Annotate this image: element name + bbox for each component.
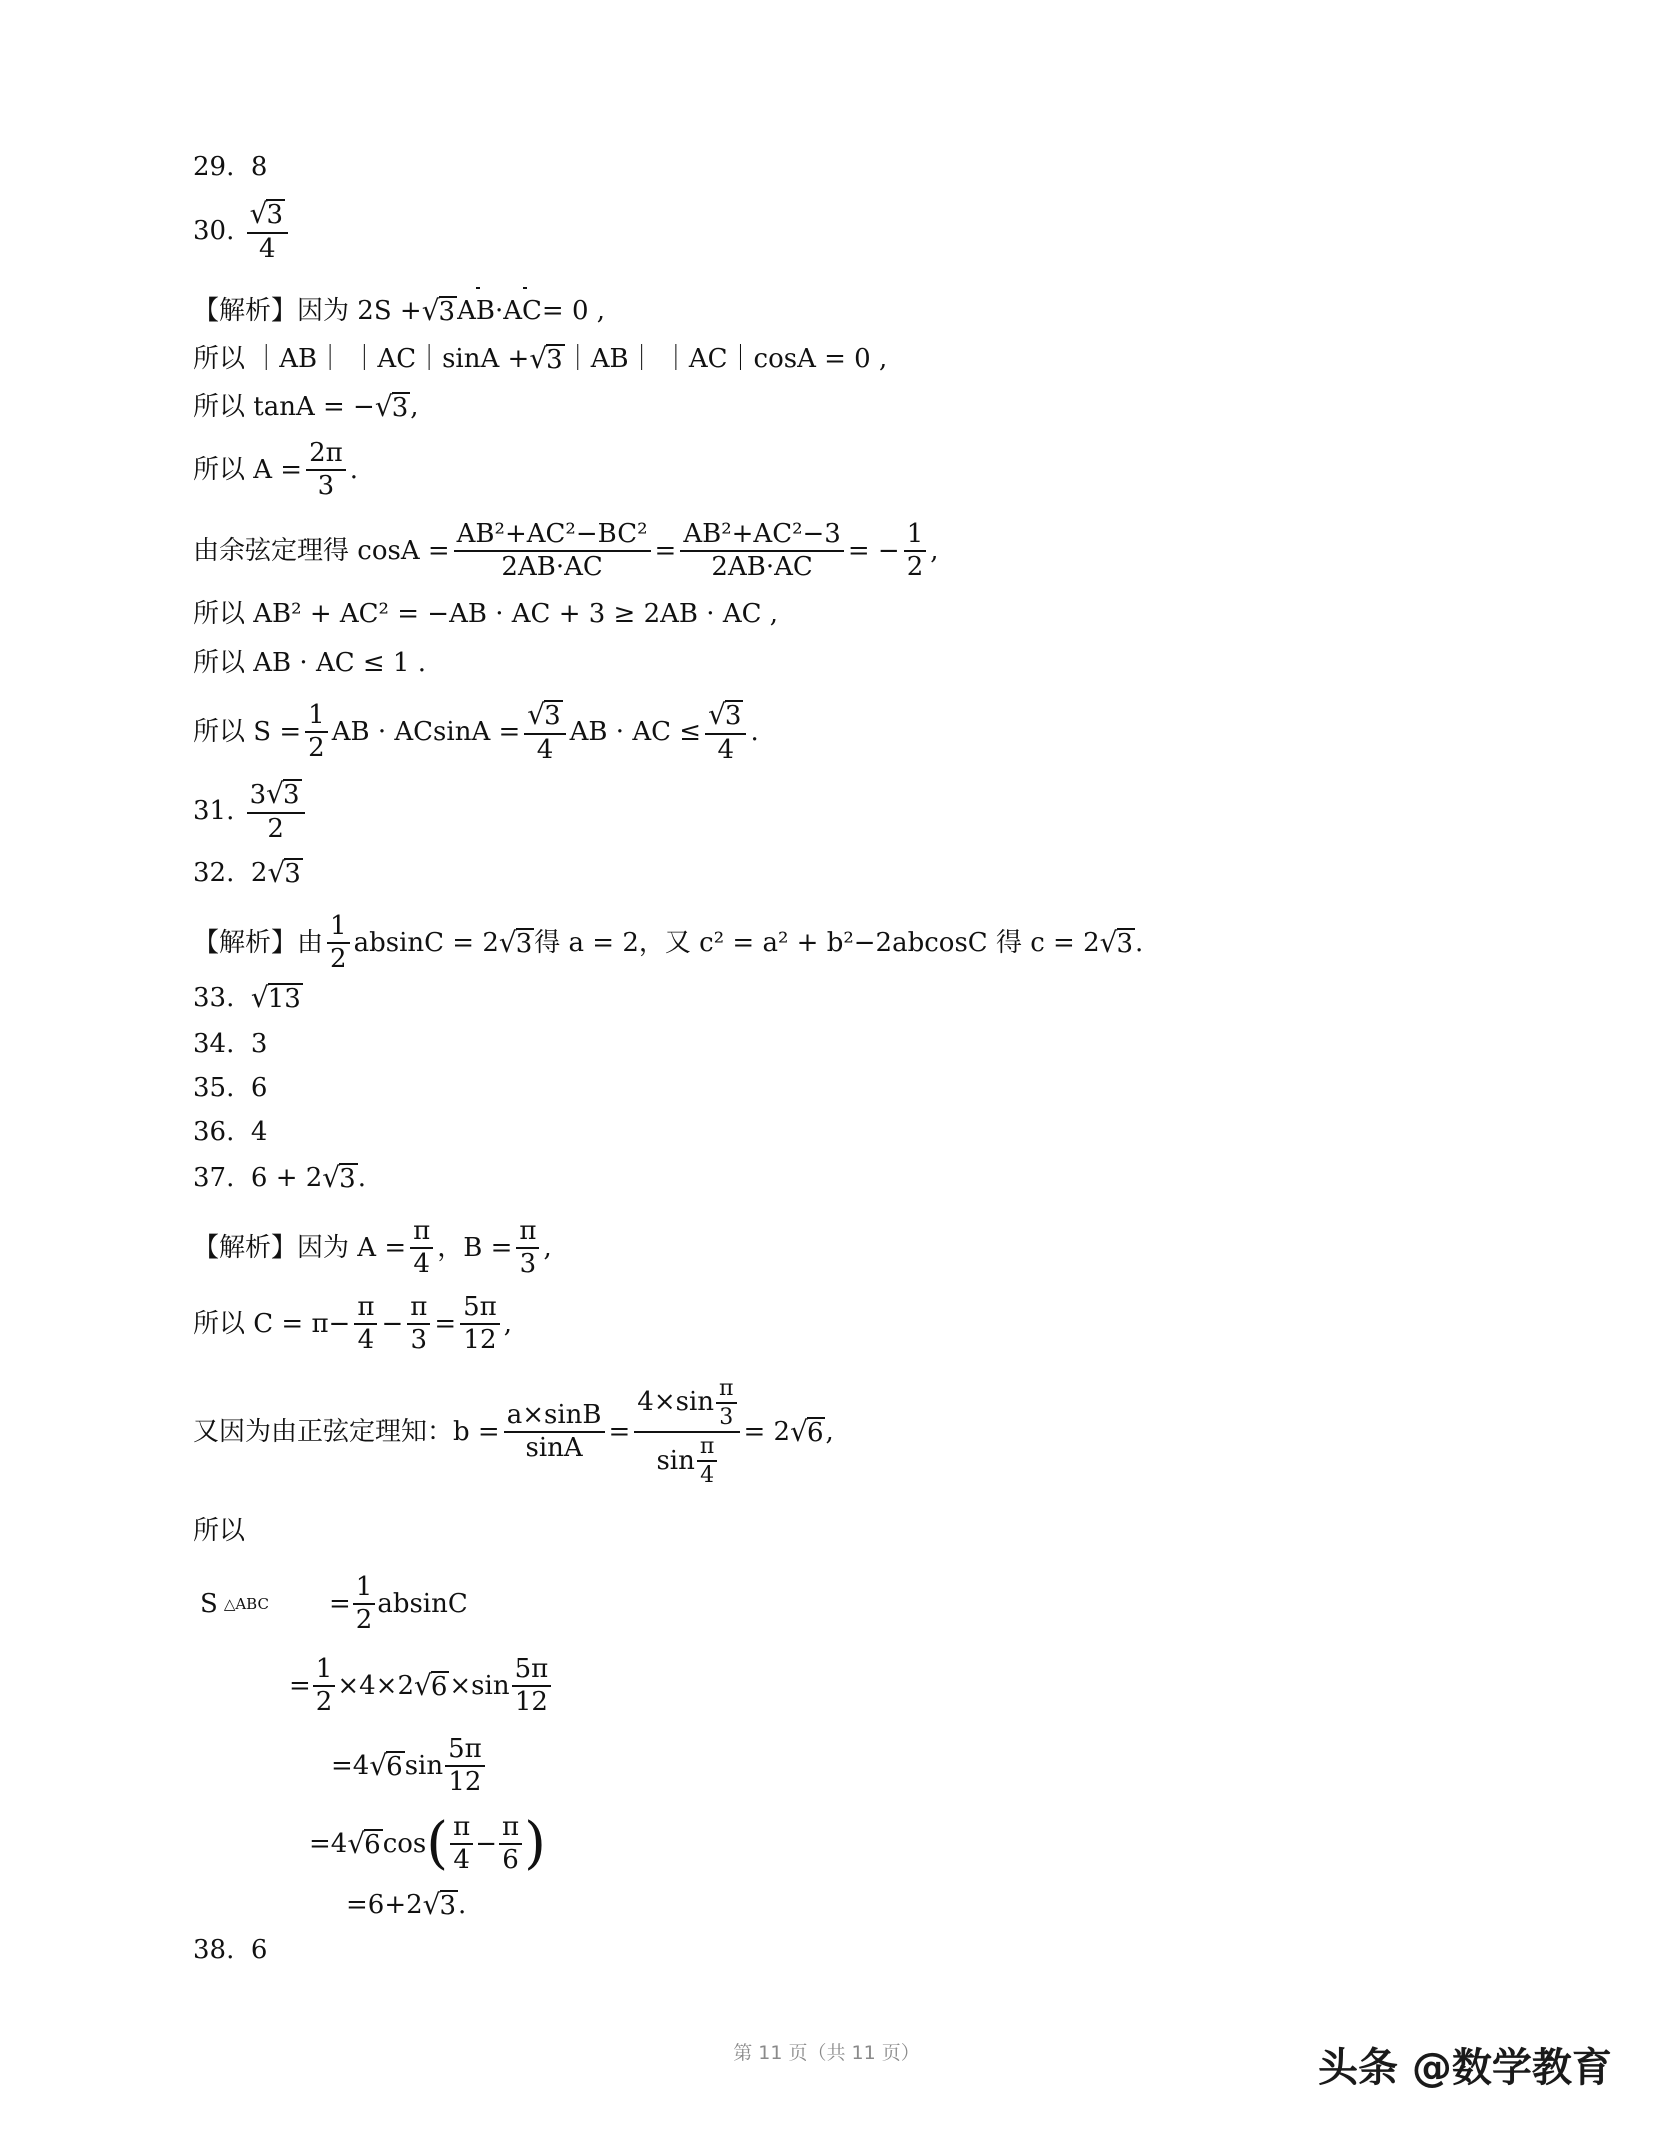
- fraction: $\frac{\pi}{4}$: [354, 1294, 377, 1355]
- fraction: 5π 12: [445, 1736, 485, 1797]
- answer-number: 34.: [193, 1029, 235, 1059]
- solution-30-line-1: 【解析】 因为 2S + √ 3 AB · AC = 0 ,: [193, 294, 606, 328]
- fraction: 3√3 2: [247, 779, 305, 843]
- fraction: $\frac{\pi}{6}$: [499, 1814, 522, 1875]
- page-footer: 第 11 页（共 11 页）: [733, 2042, 920, 2064]
- fraction: $\frac{5\pi}{12}$: [460, 1294, 500, 1355]
- solution-30-line-6: 所以 AB² + AC² = −AB · AC + 3 ≥ 2AB · AC ,: [193, 599, 779, 629]
- solution-37-line-2: 所以 C = π− $\frac{\pi}{4}$ − $\frac{\pi}{3}$ = $\frac{5\pi}{12}$ ,: [193, 1292, 513, 1356]
- area-step-2: = $\frac{1}{2}$ ×4×2 √ 6 ×sin 5π 12: [289, 1656, 553, 1717]
- area-step-5: =6+2 √ 3 .: [346, 1888, 467, 1922]
- compound-fraction: 4×sin π 3 sin π 4: [634, 1377, 739, 1487]
- solution-37-line-3: 又因为由正弦定理知：b = $\frac{a\times\sin B}{\sin A}$ = 4×sin π 3 sin π 4 = 2 √ 6 ,: [193, 1376, 834, 1489]
- fraction: $\frac{\pi}{4}$: [410, 1218, 433, 1279]
- fraction: $\frac{\text{AB²+AC²−3}}{2AB\cdot AC}$: [680, 521, 844, 582]
- solution-30-line-3: 所以 tanA = − √ 3 ,: [193, 390, 419, 424]
- answer-32: 32. 2 √ 3: [193, 856, 301, 890]
- fraction: $\frac{1}{2}$: [313, 1656, 336, 1717]
- fraction: $\frac{a\times\sin B}{\sin A}$: [504, 1402, 605, 1463]
- answer-value: 8: [250, 152, 268, 182]
- answer-38: 38. 6: [193, 1935, 268, 1965]
- solution-30-line-7: 所以 AB · AC ≤ 1 .: [193, 648, 426, 678]
- solution-30-line-5: 由余弦定理得 cosA = $\frac{\text{AB²+AC²−BC²}}{2AB\cdot AC}$ = $\frac{\text{AB²+AC²−3}}{2AB\cdot AC}$ = − $\frac{1}{2}$ ,: [193, 519, 939, 583]
- fraction: $\frac{\pi}{3}$: [516, 1218, 539, 1279]
- answer-number: 37.: [193, 1163, 235, 1194]
- fraction: $\frac{√3}{4}$: [705, 700, 746, 764]
- answer-number: 30.: [193, 215, 235, 246]
- fraction: 5π 12: [512, 1656, 552, 1717]
- fraction: $\frac{√3}{4}$: [524, 700, 565, 764]
- solution-30-line-2: 所以 ｜AB｜ ｜AC｜sinA + √ 3 ｜AB｜ ｜AC｜cosA = 0 ,: [193, 342, 888, 376]
- answer-29: [193, 154, 267, 180]
- analysis-tag: 【解析】: [193, 928, 298, 959]
- fraction: $\frac{1}{2}$: [353, 1574, 376, 1635]
- solution-30-line-8: 所以 S = $\frac{1}{2}$ AB · ACsinA = $\frac{√3}{4}$ AB · AC ≤ $\frac{√3}{4}$ .: [193, 698, 759, 765]
- fraction: √3 4: [247, 199, 288, 263]
- solution-37-line-4: 所以: [193, 1516, 246, 1546]
- solution-32: 【解析】 由 1 2 absinC = 2 √ 3 得 a = 2，又 c² = a² + b²−2abcosC 得 c = 2 √ 3 .: [193, 911, 1144, 975]
- answer-33: 33. √ 13: [193, 981, 301, 1015]
- solution-37-line-1: 【解析】 因为 A = $\frac{\pi}{4}$ ，B = $\frac{\pi}{3}$ ,: [193, 1216, 552, 1280]
- solution-30-line-4: 所以 A = $\frac{2\pi}{3}$ .: [193, 438, 358, 502]
- fraction: $\frac{1}{2}$: [904, 521, 927, 582]
- answer-36: 36. 4: [193, 1117, 268, 1147]
- answer-number: 35.: [193, 1073, 235, 1103]
- fraction: $\frac{2\pi}{3}$: [306, 440, 346, 501]
- answer-37: 37. 6 + 2 √ 3 .: [193, 1161, 366, 1195]
- answer-number: 36.: [193, 1117, 235, 1147]
- fraction: $\frac{1}{2}$: [305, 702, 328, 763]
- fraction: $\frac{\text{AB²+AC²−BC²}}{2AB\cdot AC}$: [454, 521, 651, 582]
- answer-35: 35. 6: [193, 1073, 268, 1103]
- answer-number: 32.: [193, 858, 235, 889]
- fraction: 1 2: [327, 913, 350, 974]
- area-step-1: S △ABC = $\frac{1}{2}$ absinC: [200, 1572, 468, 1636]
- fraction: $\frac{\pi}{3}$: [407, 1294, 430, 1355]
- analysis-tag: 【解析】: [193, 1233, 298, 1264]
- watermark: 头条 @数学教育: [1318, 2045, 1612, 2091]
- fraction: π 4: [450, 1814, 473, 1875]
- analysis-tag: 【解析】: [193, 296, 298, 327]
- area-step-3: =4 √ 6 sin 5π 12: [331, 1736, 487, 1797]
- area-step-4: =4 √ 6 cos ( π 4 − $\frac{\pi}{6}$ ): [309, 1811, 546, 1877]
- answer-number: 38.: [193, 1935, 235, 1965]
- answer-31: [193, 779, 309, 843]
- answer-34: 34. 3: [193, 1029, 268, 1059]
- answer-number: 29.: [193, 152, 235, 182]
- answer-number: 31.: [193, 795, 235, 826]
- answer-30: [193, 199, 292, 263]
- answer-number: 33.: [193, 983, 235, 1014]
